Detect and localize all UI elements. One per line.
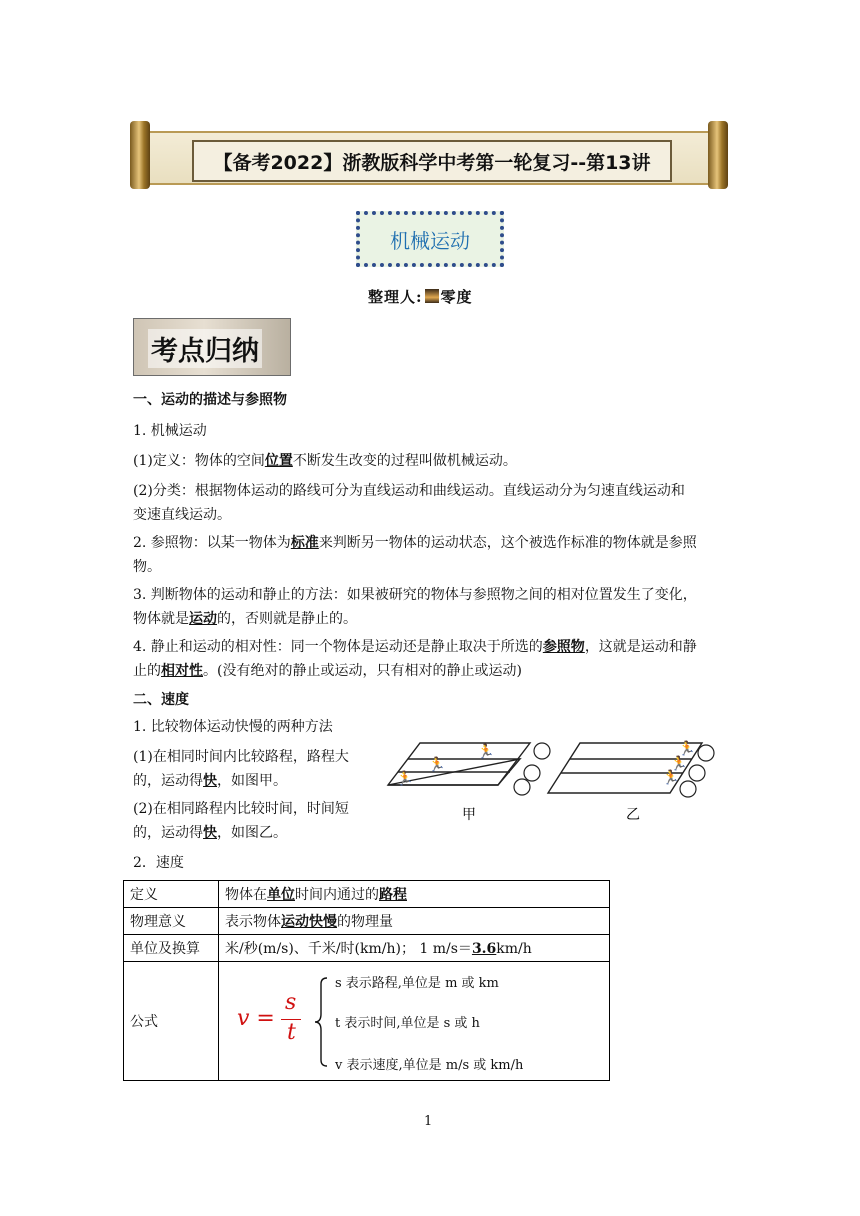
paragraph: 变速直线运动。	[133, 507, 231, 523]
section-badge	[133, 318, 291, 376]
lesson-subtitle: 机械运动	[356, 211, 504, 267]
table-cell-label: 公式	[124, 962, 219, 1081]
table-cell-label: 单位及换算	[124, 935, 219, 962]
paragraph: 3. 判断物体的运动和静止的方法：如果被研究的物体与参照物之间的相对位置发生了变化，	[133, 587, 697, 603]
paragraph: 1. 机械运动	[133, 423, 207, 439]
section-1-heading: 一、运动的描述与参照物	[133, 392, 287, 408]
race-figure	[380, 735, 720, 825]
runner-icon: 🏃	[396, 771, 414, 787]
avatar-icon	[425, 289, 439, 303]
formula-lhs: v =	[237, 1006, 275, 1031]
clock-icon	[534, 743, 550, 759]
runner-icon: 🏃	[428, 757, 446, 773]
paragraph: (1)在相同时间内比较路程，路程大	[133, 749, 349, 765]
table-cell-value: 物体在单位时间内通过的路程	[219, 881, 610, 908]
table-row	[124, 881, 610, 908]
paragraph: 4. 静止和运动的相对性：同一个物体是运动还是静止取决于所选的参照物，这就是运动和静	[133, 639, 697, 655]
clock-icon	[524, 765, 540, 781]
paragraph: 1. 比较物体运动快慢的两种方法	[133, 719, 333, 735]
speed-table	[123, 880, 610, 1081]
table-cell-formula	[219, 962, 610, 1081]
clock-icon	[680, 781, 696, 797]
section-badge-text: 考点归纳	[148, 329, 262, 368]
table-cell-value: 表示物体运动快慢的物理量	[219, 908, 610, 935]
scroll-rod-left	[130, 121, 150, 189]
section-2-heading: 二、速度	[133, 692, 189, 708]
paragraph: 的，运动得快，如图乙。	[133, 825, 287, 841]
table-cell-value: 米/秒(m/s)、千米/时(km/h)； 1 m/s＝3.6km/h	[219, 935, 610, 962]
scroll-rod-right	[708, 121, 728, 189]
table-row	[124, 908, 610, 935]
paragraph: 物体就是运动的，否则就是静止的。	[133, 611, 357, 627]
paragraph: 物。	[133, 559, 161, 575]
table-row	[124, 962, 610, 1081]
table-cell-label: 物理意义	[124, 908, 219, 935]
compiler-prefix: 整理人:	[368, 288, 423, 306]
paragraph: 止的相对性。(没有绝对的静止或运动，只有相对的静止或运动)	[133, 663, 522, 679]
title-banner	[130, 121, 728, 189]
paragraph: 2. 参照物：以某一物体为标准来判断另一物体的运动状态，这个被选作标准的物体就是参照	[133, 535, 697, 551]
paragraph: (1)定义：物体的空间位置不断发生改变的过程叫做机械运动。	[133, 453, 517, 469]
formula-note-v: v 表示速度,单位是 m/s 或 km/h	[335, 1058, 524, 1073]
page-number: 1	[424, 1114, 433, 1129]
formula-note-t: t 表示时间,单位是 s 或 h	[335, 1016, 480, 1031]
paragraph: 的，运动得快，如图甲。	[133, 773, 287, 789]
runner-icon: 🏃	[678, 741, 696, 757]
formula-denominator: t	[287, 1020, 296, 1045]
brace-icon	[311, 972, 333, 1072]
paragraph: (2)在相同路程内比较时间，时间短	[133, 801, 349, 817]
banner-title: 【备考2022】浙教版科学中考第一轮复习--第13讲	[192, 140, 672, 182]
compiler-line	[368, 286, 473, 307]
runner-icon: 🏃	[670, 756, 688, 772]
paragraph: (2)分类：根据物体运动的路线可分为直线运动和曲线运动。直线运动分为匀速直线运动和	[133, 483, 685, 499]
table-cell-label: 定义	[124, 881, 219, 908]
paragraph: 2．速度	[133, 855, 184, 871]
figure-label-b: 乙	[626, 807, 640, 823]
clock-icon	[698, 745, 714, 761]
runner-icon: 🏃	[662, 770, 680, 786]
formula-note-s: s 表示路程,单位是 m 或 km	[335, 976, 499, 991]
banner-paper	[148, 131, 710, 185]
runner-icon: 🏃	[477, 744, 495, 760]
figure-label-a: 甲	[462, 807, 476, 823]
formula-numerator: s	[285, 990, 297, 1015]
clock-icon	[689, 765, 705, 781]
table-row	[124, 935, 610, 962]
compiler-name: 零度	[440, 288, 473, 306]
clock-icon	[514, 779, 530, 795]
